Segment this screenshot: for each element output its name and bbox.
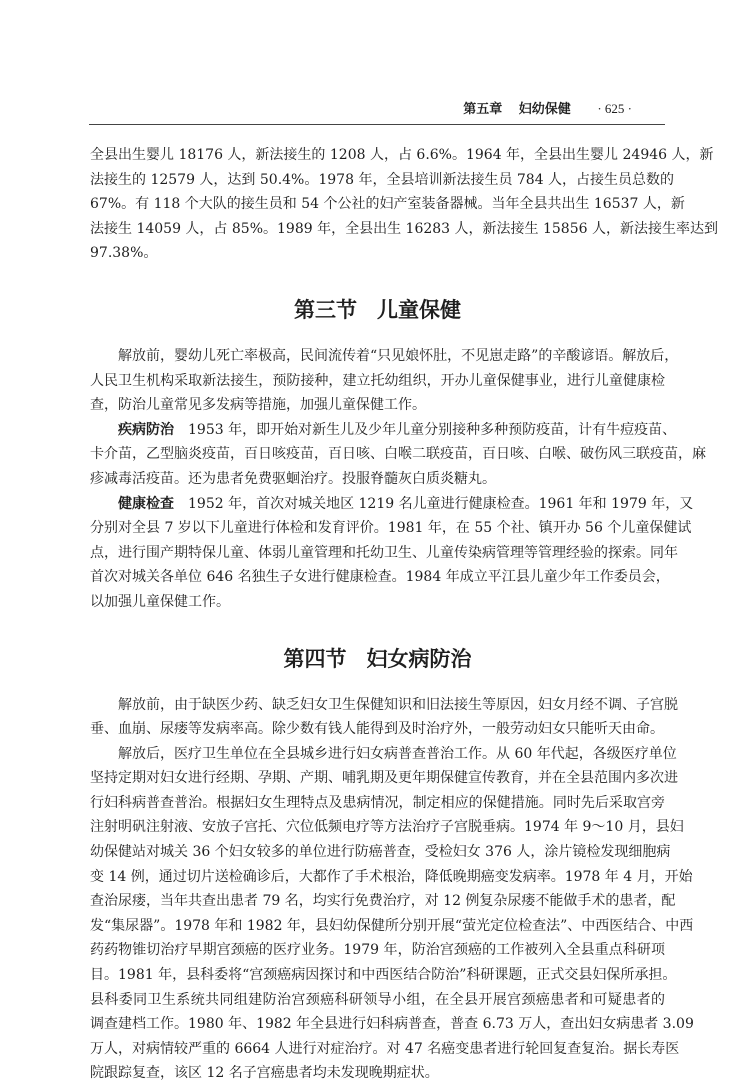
line-text: 变 14 例，通过切片送检确诊后，大都作了手术根治，降低晚期癌变发病率。1978 年 4 月，开始 [90,868,693,885]
lead-term: 疾病防治 [118,421,174,438]
line-text: 人民卫生机构采取新法接生，预防接种，建立托幼组织，开办儿童保健事业，进行儿童健康检 [90,372,665,389]
text-line [90,590,665,615]
text-line [90,241,665,266]
line-text: 以加强儿童保健工作。 [90,593,230,610]
section-heading-num: 第四节 [283,646,347,671]
line-text: 全县出生婴儿 18176 人，新法接生的 1208 人，占 6.6%。1964 年，全县出生婴儿 24946 人，新 [90,147,714,163]
paragraph [90,693,678,742]
line-text: 首次对城关各单位 646 名独生子女进行健康检查。1984 年成立平江县儿童少年工作委员会， [90,569,670,586]
line-text: 点，进行围产期特保儿童、体弱儿童管理和托幼卫生、儿童传染病管理等管理经验的探索。同年 [90,544,678,561]
line-text: 67%。有 118 个大队的接生员和 54 个公社的妇产室装备器械。当年全县共出生 16537 人，新 [90,196,685,213]
paragraph [90,418,706,492]
text-line [90,418,677,443]
line-text: 查治尿瘘，当年共查出患者 79 名，均实行免费治疗，对 12 例复杂尿瘘不能做手术的患者，配 [90,893,676,910]
text-line [90,693,678,718]
line-text: 幼保健站对城关 36 个妇女较多的单位进行防癌普查，受检妇女 376 人，涂片镜检发现细胞病 [90,844,671,861]
line-text: 解放后，医疗卫生单位在全县城乡进行妇女病普查普治工作。从 60 年代起，各级医疗单位 [118,745,677,762]
chapter-title: 妇幼保健 [518,102,571,117]
page-number: · 625 · [597,101,632,116]
text-line [90,766,678,791]
text-line [90,143,714,168]
line-text: 法接生 14059 人，占 85%。1989 年，全县出生 16283 人，新法接生 15856 人，新法接生率达到 [90,220,718,237]
section-heading-title: 妇女病防治 [366,646,472,671]
text-line [90,988,665,1013]
page-body [90,143,718,1086]
line-text: 坚持定期对妇女进行经期、孕期、产期、哺乳期及更年期保健宣传教育，并在全县范围内多次进 [90,770,678,787]
text-line [90,742,677,767]
line-text: 卡介苗，乙型脑炎疫苗，百日咳疫苗，百日咳、白喉二联疫苗，百日咳、白喉、破伤风三联疫苗，麻 [90,446,706,463]
section-heading [90,625,665,693]
line-text: 院跟踪复查，该区 12 名子宫癌患者均未发现晚期症状。 [90,1065,439,1082]
line-text: 万人，对病情较严重的 6664 人进行对症治疗。对 47 名癌变患者进行轮回复查复治。据长寿医 [90,1040,680,1057]
line-text: 注射明矾注射液、安放子宫托、穴位低频电疗等方法治疗子宫脱垂病。1974 年 9～10 月，县妇 [90,819,684,836]
line-text: 分别对全县 7 岁以下儿童进行体检和发育评价。1981 年，在 55 个社、镇开办 56 个儿童保健试 [90,520,692,537]
paragraph [90,143,718,266]
line-text: 解放前，由于缺医少药、缺乏妇女卫生保健知识和旧法接生等原因，妇女月经不调、子宫脱 [118,696,678,713]
line-text: 查，防治儿童常见多发病等措施，加强儿童保健工作。 [90,397,426,414]
text-line [90,516,692,541]
text-line [90,1061,665,1086]
line-text: 解放前，婴幼儿死亡率极高，民间流传着“只见娘怀肚，不见崽走路”的辛酸谚语。解放后， [118,347,679,364]
text-line [90,938,665,963]
text-line [90,791,665,816]
line-text: 97.38%。 [90,245,158,262]
text-line [90,541,678,566]
line-text: 垂、血崩、尿瘘等发病率高。除少数有钱人能得到及时治疗外，一般劳动妇女只能听天由命。 [90,721,664,738]
text-line [90,914,694,939]
line-text: 1953 年，即开始对新生儿及少年儿童分别接种多种预防疫苗，计有牛痘疫苗、 [188,421,677,438]
line-text: 疹减毒活疫苗。还为患者免费驱蛔治疗。投服脊髓灰白质炎糖丸。 [90,470,496,487]
text-line [90,344,679,369]
text-line [90,369,665,394]
section-heading-num: 第三节 [294,297,357,322]
section-heading [90,276,665,344]
chapter-number: 第五章 [463,102,503,117]
text-line [90,492,694,517]
line-text: 目。1981 年，县科委将“宫颈癌病因探讨和中西医结合防治”科研课题，正式交县妇保所承担。 [90,967,677,984]
section-heading-title: 儿童保健 [377,297,461,322]
paragraph [90,742,694,1086]
header-rule [89,124,665,125]
text-line [90,865,693,890]
line-text: 调查建档工作。1980 年、1982 年全县进行妇科病普查，普查 6.73 万人，查出妇女病患者 3.09 [90,1016,694,1033]
text-line [90,840,671,865]
text-line [90,442,706,467]
running-header [451,98,632,117]
text-line [90,192,685,217]
line-text: 行妇科病普查普治。根据妇女生理特点及患病情况，制定相应的保健措施。同时先后采取宫旁 [90,794,665,811]
line-text: 发“集尿器”。1978 年和 1982 年，县妇幼保健所分别开展“萤光定位检查法”、中西医结合、中西 [90,917,694,934]
text-line [90,889,676,914]
text-line [90,1037,680,1062]
text-line [90,565,670,590]
text-line [90,168,675,193]
paragraph [90,344,679,418]
lead-term: 健康检查 [118,495,174,512]
text-line [90,1012,694,1037]
text-line [90,717,665,742]
text-line [90,815,684,840]
line-text: 法接生的 12579 人，达到 50.4%。1978 年，全县培训新法接生员 784 人，占接生员总数的 [90,171,675,188]
text-line [90,393,665,418]
text-line [90,963,677,988]
paragraph [90,492,694,615]
text-line [90,217,718,242]
text-line [90,467,665,492]
line-text: 药药物锥切治疗早期宫颈癌的医疗业务。1979 年，防治宫颈癌的工作被列入全县重点科研项 [90,942,665,959]
line-text: 1952 年，首次对城关地区 1219 名儿童进行健康检查。1961 年和 1979 年，又 [188,495,694,512]
line-text: 县科委同卫生系统共同组建防治宫颈癌科研领导小组，在全县开展宫颈癌患者和可疑患者的 [90,991,665,1008]
